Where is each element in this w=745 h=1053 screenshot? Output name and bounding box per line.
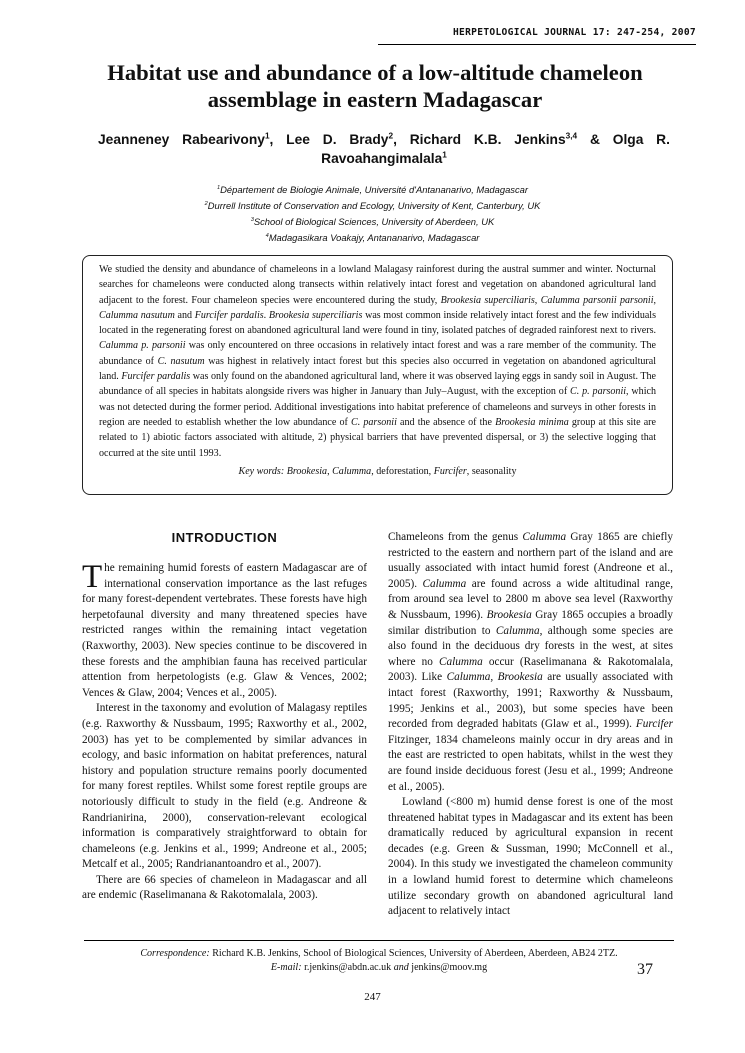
affiliation bbox=[0, 232, 745, 243]
header-rule bbox=[378, 44, 696, 45]
affiliation-number: 2 bbox=[204, 200, 208, 207]
affiliation-number: 3 bbox=[250, 216, 254, 223]
affiliation-text: Département de Biologie Animale, Université d'Antananarivo, Madagascar bbox=[220, 184, 528, 195]
correspondence-address: Correspondence: Richard K.B. Jenkins, School of Biological Sciences, University of Aberdeen, Aberdeen, AB24 2TZ. bbox=[140, 948, 618, 959]
body-paragraph-1: Chameleons from the genus Calumma Gray 1865 are chiefly restricted to the eastern and northern part of the island and are usually associated with intact humid forest (Andreone et al., 2005). Calumma are found across a wide altitudinal range, from around sea level to 2800 m above sea level (Raxworthy & Nussbaum, 1996). Brookesia Gray 1865 occupies a broadly similar distribution to Calumma, although some species are also found in the deciduous dry forests in the west, at sites where no Calumma occur (Raselimanana & Rakotomalala, 2003). Like Calumma, Brookesia are usually associated with intact forest (Raxworthy, 1991; Raxworthy & Nussbaum, 1995; Jenkins et al., 2003), but some species have been recorded from degraded habitats (Glaw et al., 1999). Furcifer Fitzinger, 1834 chameleons mainly occur in dry areas and in the east are restricted to open habitats, whilst in the west they are found inside deciduous forest (Jesu et al., 1999; Andreone et al., 2005). bbox=[388, 531, 674, 793]
affiliation bbox=[0, 184, 745, 195]
abstract-text: We studied the density and abundance of chameleons in a lowland Malagasy rainforest during the austral summer and winter. Nocturnal searches for chameleons were conducted along transects within relatively intact forest and vegetation on abandoned agricultural land adjacent to the forest. Four chameleon species were encountered during the study, Brookesia superciliaris, Calumma parsonii parsonii, Calumma nasutum and Furcifer pardalis. Brookesia superciliaris was most common inside relatively intact forest and the few individuals located in the regenerating forest on abandoned agricultural land were found in tiny, isolated patches of degraded rainforest next to rivers. Calumma p. parsonii was only encountered on three occasions in relatively intact forest and was a rare member of the community. The abundance of C. nasutum was highest in relatively intact forest but this species also occurred in vegetation on abandoned agricultural land. Furcifer pardalis was only found on the abandoned agricultural land, where it was observed laying eggs in sandy soil in August. The abundance of all species in habitats alongside rivers was higher in January than July–August, with the exception of C. p. parsonii, which was not detected during the former period. Additional investigations into habitat preference of chameleons and surveys in other forests in region are needed to establish whether the low abundance of C. parsonii and the absence of the Brookesia minima group at this site are related to 1) abiotic factors associated with altitude, 2) physical barriers that have prevented dispersal, or 3) the selective logging that occurred at the site until 1993. bbox=[99, 264, 657, 459]
author-affil-mark: 1 bbox=[264, 131, 270, 141]
paper-title: Habitat use and abundance of a low-altitude chameleon assemblage in eastern Madagascar bbox=[107, 60, 643, 112]
correspondence bbox=[84, 947, 674, 975]
footer-rule bbox=[84, 940, 674, 941]
footer-code: 37 bbox=[637, 961, 653, 978]
section-heading-introduction: INTRODUCTION bbox=[171, 530, 278, 545]
author-line-1 bbox=[98, 130, 670, 149]
affiliation-text: Madagasikara Voakajy, Antananarivo, Madagascar bbox=[268, 232, 480, 243]
author-affil-mark: 1 bbox=[442, 150, 447, 160]
affiliation-text: School of Biological Sciences, University of Aberdeen, UK bbox=[253, 216, 495, 227]
author-affil-mark: 2 bbox=[388, 131, 394, 141]
right-column bbox=[388, 530, 673, 920]
author-name: Ravoahangimalala bbox=[321, 151, 443, 166]
left-column bbox=[82, 561, 367, 904]
body-paragraph-2: Lowland (<800 m) humid dense forest is one of the most threatened habitat types in Madagascar and its extent has been dramatically reduced by agricultural expansion in recent decades (e.g. Green & Sussman, 1990; McConnell et al., 2004). In this study we investigated the chameleon community in a lowland humid forest to determine which chameleons utilize secondary growth on abandoned agricultural land adjacent to relatively intact bbox=[388, 796, 673, 918]
author-name: , Lee D. Brady bbox=[269, 132, 389, 147]
affiliation bbox=[0, 216, 745, 227]
abstract-box bbox=[82, 255, 673, 495]
correspondence-email: E-mail: r.jenkins@abdn.ac.uk and jenkins@moov.mg bbox=[270, 962, 488, 973]
affiliation bbox=[0, 200, 745, 211]
affiliation-number: 4 bbox=[265, 232, 269, 239]
affiliation-text: Durrell Institute of Conservation and Ecology, University of Kent, Canterbury, UK bbox=[207, 200, 541, 211]
author-name: & Olga R. bbox=[577, 132, 670, 147]
journal-header: HERPETOLOGICAL JOURNAL 17: 247-254, 2007 bbox=[452, 27, 696, 38]
intro-paragraph-1: The remaining humid forests of eastern Madagascar are of international conservation importance as the last refuges for many forest-dependent vertebrates. These forests have high herpetofaunal diversity and many threatened species have restricted ranges within the remaining intact vegetation (Raxworthy, 2003). New species continue to be discovered in these forests and the amphibian fauna has received particular attention from herpetologists (e.g. Glaw & Vences, 2002; Vences & Glaw, 2004; Vences et al., 2005). bbox=[82, 559, 367, 699]
affiliation-number: 1 bbox=[217, 184, 221, 191]
author-name: , Richard K.B. Jenkins bbox=[393, 132, 566, 147]
keywords: Key words: Brookesia, Calumma, deforestation, Furcifer, seasonality bbox=[238, 465, 517, 477]
drop-cap: T bbox=[82, 559, 103, 595]
author-affil-mark: 3,4 bbox=[565, 131, 578, 141]
author-list bbox=[98, 130, 670, 168]
intro-paragraph-3: There are 66 species of chameleon in Madagascar and all are endemic (Raselimanana & Rakotomalala, 2003). bbox=[82, 873, 367, 902]
author-name: Jeanneney Rabearivony bbox=[98, 132, 265, 147]
page-number: 247 bbox=[364, 991, 381, 1003]
author-line-2 bbox=[98, 149, 670, 168]
intro-paragraph-2: Interest in the taxonomy and evolution of Malagasy reptiles (e.g. Raxworthy & Nussbaum, 1995; Raxworthy et al., 2002, 2003) has yet to be complemented by similar advances in ecology, and basic information on habitat preferences, natural history and population structure remains poorly documented for many forest reptiles. Whilst some forest reptile groups are notoriously difficult to study in the field (e.g. Andreone & Randrianirina, 2000), conservation-relevant ecological information is comparatively straightforward to obtain for chameleons (e.g. Jenkins et al., 1999; Andreone et al., 2005; Metcalf et al., 2005; Randrianantoandro et al., 2007). bbox=[82, 702, 367, 871]
